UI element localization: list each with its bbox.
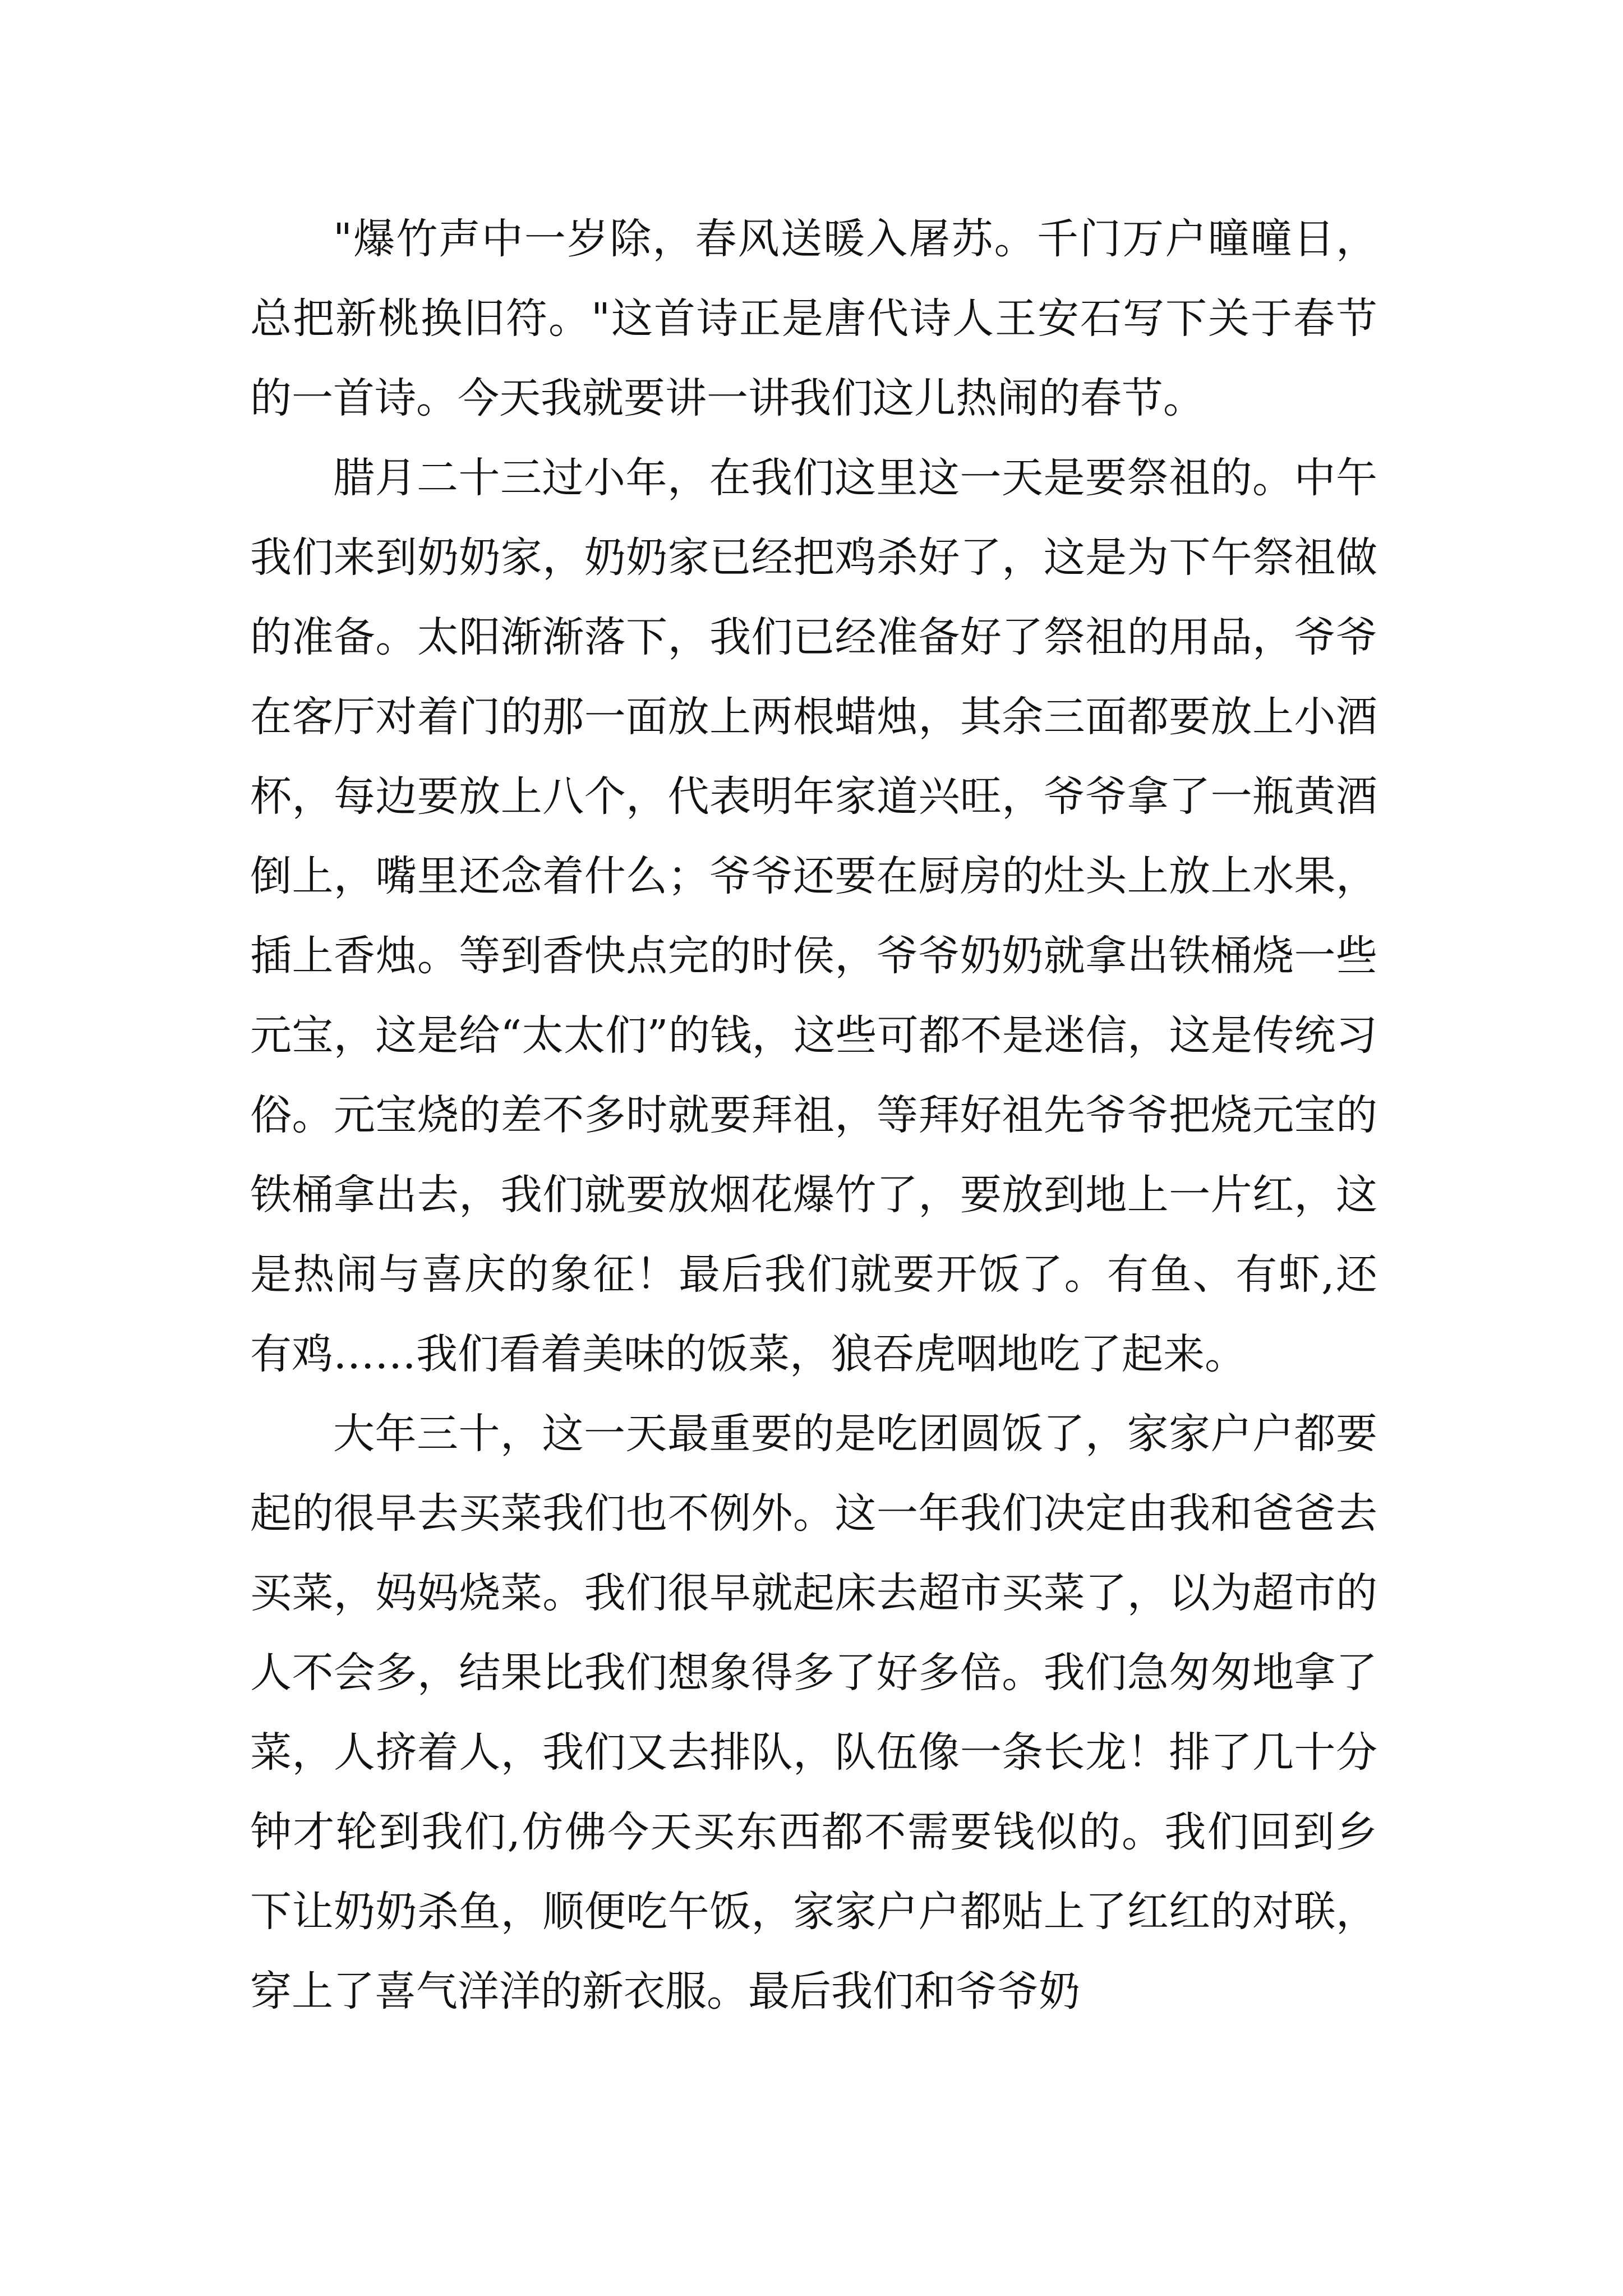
essay-body — [250, 199, 1377, 2031]
paragraph-poem-intro: "爆竹声中一岁除，春风送暖入屠苏。千门万户曈曈日，总把新桃换旧符。"这首诗正是唐代诗人王安石写下关于春节的一首诗。今天我就要讲一讲我们这儿热闹的春节。 — [250, 215, 1377, 422]
paragraph-new-years-eve: 大年三十，这一天最重要的是吃团圆饭了，家家户户都要起的很早去买菜我们也不例外。这一年我们决定由我和爸爸去买菜，妈妈烧菜。我们很早就起床去超市买菜了，以为超市的人不会多，结果比我们想象得多了好多倍。我们急匆匆地拿了菜，人挤着人，我们又去排队，队伍像一条长龙！排了几十分钟才轮到我们,仿佛今天买东西都不需要钱似的。我们回到乡下让奶奶杀鱼，顺便吃午饭，家家户户都贴上了红红的对联，穿上了喜气洋洋的新衣服。最后我们和爷爷奶 — [250, 1410, 1377, 2016]
paragraph-little-new-year: 腊月二十三过小年，在我们这里这一天是要祭祖的。中午我们来到奶奶家，奶奶家已经把鸡杀好了，这是为下午祭祖做的准备。太阳渐渐落下，我们已经准备好了祭祖的用品，爷爷在客厅对着门的那一面放上两根蜡烛，其余三面都要放上小酒杯，每边要放上八个，代表明年家道兴旺，爷爷拿了一瓶黄酒倒上，嘴里还念着什么；爷爷还要在厨房的灶头上放上水果，插上香烛。等到香快点完的时侯，爷爷奶奶就拿出铁桶烧一些元宝，这是给“太太们”的钱，这些可都不是迷信，这是传统习俗。元宝烧的差不多时就要拜祖，等拜好祖先爷爷把烧元宝的铁桶拿出去，我们就要放烟花爆竹了，要放到地上一片红，这是热闹与喜庆的象征！最后我们就要开饭了。有鱼、有虾,还有鸡……我们看着美味的饭菜，狼吞虎咽地吃了起来。 — [250, 454, 1377, 1378]
